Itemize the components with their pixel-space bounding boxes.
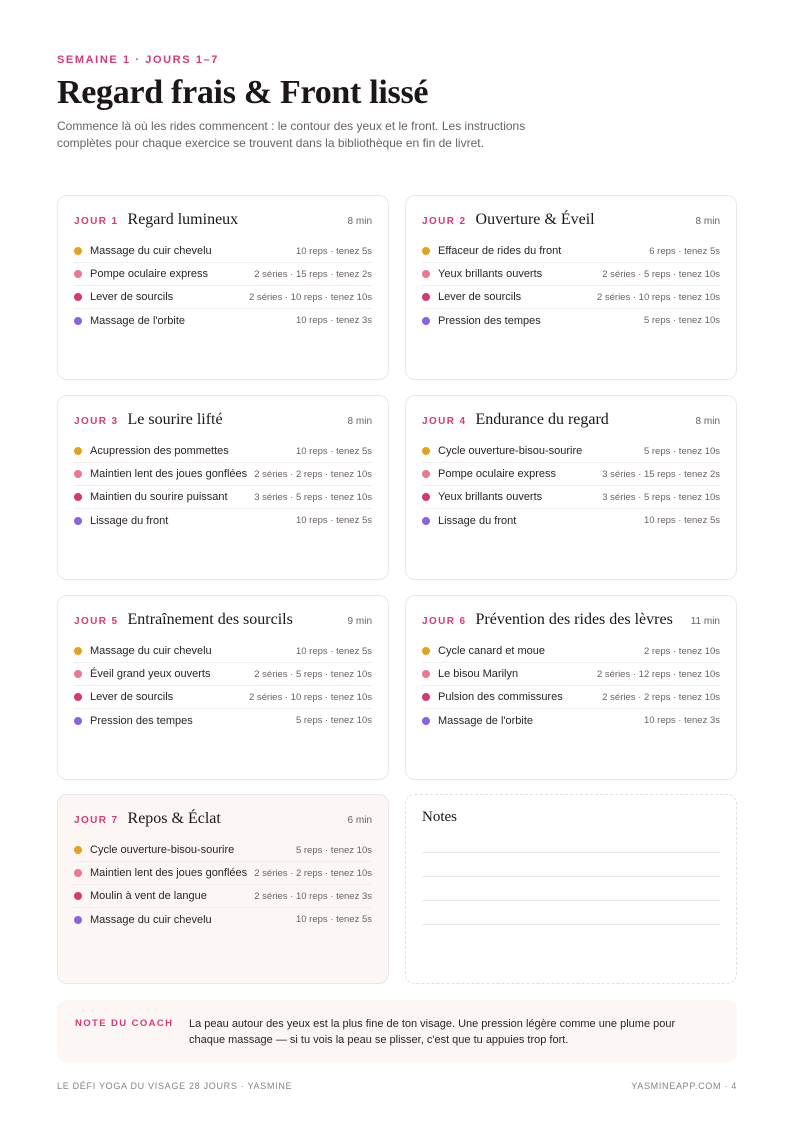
exercise-name: Massage du cuir chevelu xyxy=(90,245,212,257)
day-card-header xyxy=(74,211,372,233)
exercise-row xyxy=(422,486,720,509)
notes-line xyxy=(422,900,720,901)
exercise-dot-icon xyxy=(74,717,82,725)
exercise-meta: 2 séries · 10 reps · tenez 10s xyxy=(596,291,720,303)
day-card-header xyxy=(422,211,720,233)
day-title: Le sourire lifté xyxy=(127,411,223,428)
exercise-meta: 10 reps · tenez 5s xyxy=(295,445,372,457)
day-label: JOUR 3 xyxy=(74,416,119,427)
exercise-dot-icon xyxy=(74,846,82,854)
day-title: Regard lumineux xyxy=(127,211,239,228)
exercise-dot-icon xyxy=(422,247,430,255)
exercise-dot-icon xyxy=(74,270,82,278)
exercise-name: Éveil grand yeux ouverts xyxy=(90,668,211,680)
exercise-name: Cycle ouverture-bisou-sourire xyxy=(438,445,583,457)
exercise-name: Cycle canard et moue xyxy=(438,645,545,657)
exercise-list xyxy=(74,640,372,732)
exercise-row xyxy=(422,640,720,663)
exercise-name: Massage du cuir chevelu xyxy=(90,913,212,926)
exercise-name: Lissage du front xyxy=(90,514,169,527)
exercise-row xyxy=(74,862,372,885)
exercise-name: Moulin à vent de langue xyxy=(90,890,207,902)
day-card-header xyxy=(422,411,720,433)
day-title: Entraînement des sourcils xyxy=(127,611,293,628)
footer-site-page: YASMINEAPP.COM · 4 xyxy=(631,1081,737,1091)
exercise-name: Pompe oculaire express xyxy=(90,268,209,280)
day-label: JOUR 6 xyxy=(422,616,467,627)
exercise-meta: 10 reps · tenez 3s xyxy=(643,715,720,726)
exercise-row xyxy=(74,885,372,908)
exercise-dot-icon xyxy=(422,317,430,325)
coach-text: La peau autour des yeux est la plus fine de ton visage. Une pression légère comme une plume pour chaque massage — si tu vois la peau se plisser, c'est que tu appuies trop fort. xyxy=(189,1018,676,1046)
day-label: JOUR 4 xyxy=(422,416,467,427)
exercise-row xyxy=(74,486,372,509)
exercise-row xyxy=(74,709,372,732)
day-duration: 11 min xyxy=(690,616,720,627)
notes-line xyxy=(422,876,720,877)
exercise-meta: 5 reps · tenez 10s xyxy=(295,715,372,726)
exercise-name: Massage de l'orbite xyxy=(90,314,186,327)
intro-text: Commence là où les rides commencent : le contour des yeux et le front. Les instructions complètes pour chaque exercice se trouvent dans la bibliothèque en fin de livret. xyxy=(57,119,526,150)
exercise-dot-icon xyxy=(422,647,430,655)
exercise-dot-icon xyxy=(422,517,430,525)
exercise-meta: 10 reps · tenez 5s xyxy=(295,914,372,925)
exercise-meta: 6 reps · tenez 5s xyxy=(649,245,720,257)
exercise-name: Pompe oculaire express xyxy=(438,468,557,480)
page xyxy=(57,0,737,1124)
exercise-dot-icon xyxy=(422,447,430,455)
exercise-row xyxy=(422,463,720,486)
exercise-meta: 2 séries · 2 reps · tenez 10s xyxy=(254,468,372,480)
exercise-meta: 2 séries · 15 reps · tenez 2s xyxy=(254,268,372,280)
day-card-2 xyxy=(405,195,737,380)
day-label: JOUR 7 xyxy=(74,815,119,826)
day-card-4 xyxy=(405,395,737,580)
day-card-1 xyxy=(57,195,389,380)
exercise-meta: 5 reps · tenez 10s xyxy=(643,445,720,457)
day-duration: 8 min xyxy=(347,416,372,427)
day-title: Repos & Éclat xyxy=(127,810,221,827)
exercise-dot-icon xyxy=(422,470,430,478)
day-card-5 xyxy=(57,595,389,780)
day-duration: 8 min xyxy=(695,416,720,427)
exercise-meta: 2 séries · 2 reps · tenez 10s xyxy=(602,691,720,703)
day-card-6 xyxy=(405,595,737,780)
exercise-row xyxy=(74,440,372,463)
day-card-header xyxy=(422,611,720,633)
exercise-row xyxy=(74,509,372,532)
exercise-row xyxy=(422,709,720,732)
exercise-row xyxy=(74,240,372,263)
day-card-3 xyxy=(57,395,389,580)
exercise-name: Maintien du sourire puissant xyxy=(90,491,228,503)
exercise-name: Pression des tempes xyxy=(438,314,541,327)
exercise-name: Effaceur de rides du front xyxy=(438,245,562,257)
exercise-dot-icon xyxy=(422,693,430,701)
exercise-row xyxy=(422,509,720,532)
exercise-meta: 3 séries · 5 reps · tenez 10s xyxy=(254,491,372,503)
week-eyebrow: SEMAINE 1 · JOURS 1–7 xyxy=(57,54,219,66)
day-card-header xyxy=(74,810,372,832)
day-duration: 6 min xyxy=(347,815,372,826)
exercise-name: Pulsion des commissures xyxy=(438,691,563,703)
notes-title: Notes xyxy=(422,809,457,825)
exercise-dot-icon xyxy=(422,270,430,278)
exercise-dot-icon xyxy=(74,247,82,255)
exercise-name: Massage du cuir chevelu xyxy=(90,645,212,657)
exercise-row xyxy=(74,686,372,709)
exercise-list xyxy=(422,240,720,332)
exercise-meta: 2 séries · 5 reps · tenez 10s xyxy=(602,268,720,280)
coach-label: NOTE DU COACH xyxy=(75,1018,174,1029)
exercise-row xyxy=(74,463,372,486)
day-duration: 8 min xyxy=(347,216,372,227)
exercise-meta: 2 séries · 10 reps · tenez 10s xyxy=(248,291,372,303)
exercise-row xyxy=(422,240,720,263)
exercise-name: Massage de l'orbite xyxy=(438,714,534,727)
exercise-dot-icon xyxy=(74,647,82,655)
exercise-dot-icon xyxy=(422,293,430,301)
exercise-meta: 2 séries · 12 reps · tenez 10s xyxy=(596,668,720,680)
day-card-header xyxy=(74,611,372,633)
exercise-meta: 2 séries · 10 reps · tenez 3s xyxy=(254,890,372,902)
exercise-row xyxy=(74,309,372,332)
exercise-dot-icon xyxy=(74,493,82,501)
exercise-meta: 2 reps · tenez 10s xyxy=(643,645,720,657)
exercise-dot-icon xyxy=(74,869,82,877)
exercise-row xyxy=(74,839,372,862)
notes-box[interactable] xyxy=(405,794,737,984)
exercise-row xyxy=(422,263,720,286)
footer-title: LE DÉFI YOGA DU VISAGE 28 JOURS · YASMINE xyxy=(57,1081,293,1091)
exercise-list xyxy=(74,839,372,931)
exercise-name: Lever de sourcils xyxy=(438,291,522,303)
exercise-row xyxy=(74,663,372,686)
exercise-name: Lever de sourcils xyxy=(90,291,174,303)
exercise-dot-icon xyxy=(74,517,82,525)
exercise-name: Lever de sourcils xyxy=(90,691,174,703)
day-card-header xyxy=(74,411,372,433)
exercise-dot-icon xyxy=(74,693,82,701)
exercise-dot-icon xyxy=(74,447,82,455)
exercise-name: Le bisou Marilyn xyxy=(438,668,519,680)
exercise-meta: 10 reps · tenez 5s xyxy=(295,245,372,257)
exercise-row xyxy=(422,286,720,309)
exercise-name: Maintien lent des joues gonflées xyxy=(90,468,248,480)
exercise-list xyxy=(74,440,372,532)
exercise-row xyxy=(74,286,372,309)
day-duration: 8 min xyxy=(695,216,720,227)
page-title: Regard frais & Front lissé xyxy=(57,74,429,111)
exercise-meta: 10 reps · tenez 5s xyxy=(295,515,372,526)
exercise-list xyxy=(422,640,720,732)
exercise-dot-icon xyxy=(74,470,82,478)
exercise-meta: 5 reps · tenez 10s xyxy=(295,844,372,856)
exercise-row xyxy=(74,640,372,663)
exercise-row xyxy=(422,663,720,686)
day-label: JOUR 2 xyxy=(422,216,467,227)
exercise-dot-icon xyxy=(74,892,82,900)
exercise-row xyxy=(74,908,372,931)
exercise-name: Cycle ouverture-bisou-sourire xyxy=(90,844,235,856)
exercise-meta: 2 séries · 2 reps · tenez 10s xyxy=(254,867,372,879)
exercise-row xyxy=(422,309,720,332)
day-duration: 9 min xyxy=(347,616,372,627)
exercise-name: Lissage du front xyxy=(438,514,517,527)
notes-line xyxy=(422,924,720,925)
exercise-dot-icon xyxy=(422,493,430,501)
day-title: Ouverture & Éveil xyxy=(475,211,595,228)
exercise-meta: 10 reps · tenez 5s xyxy=(643,515,720,526)
exercise-meta: 10 reps · tenez 3s xyxy=(295,315,372,326)
exercise-name: Yeux brillants ouverts xyxy=(438,268,543,280)
exercise-list xyxy=(74,240,372,332)
exercise-meta: 3 séries · 15 reps · tenez 2s xyxy=(602,468,720,480)
exercise-dot-icon xyxy=(422,670,430,678)
notes-line xyxy=(422,852,720,853)
day-title: Prévention des rides des lèvres xyxy=(475,611,673,628)
exercise-dot-icon xyxy=(74,916,82,924)
exercise-list xyxy=(422,440,720,532)
exercise-meta: 2 séries · 10 reps · tenez 10s xyxy=(248,691,372,703)
exercise-meta: 10 reps · tenez 5s xyxy=(295,645,372,657)
day-card-7 xyxy=(57,794,389,984)
day-label: JOUR 1 xyxy=(74,216,119,227)
exercise-row xyxy=(422,440,720,463)
exercise-meta: 2 séries · 5 reps · tenez 10s xyxy=(254,668,372,680)
day-label: JOUR 5 xyxy=(74,616,119,627)
exercise-name: Acupression des pommettes xyxy=(90,445,229,457)
exercise-name: Yeux brillants ouverts xyxy=(438,491,543,503)
exercise-row xyxy=(74,263,372,286)
exercise-name: Pression des tempes xyxy=(90,714,193,727)
exercise-dot-icon xyxy=(74,293,82,301)
exercise-meta: 5 reps · tenez 10s xyxy=(643,315,720,326)
exercise-name: Maintien lent des joues gonflées xyxy=(90,867,248,879)
exercise-dot-icon xyxy=(74,670,82,678)
coach-note xyxy=(57,1000,737,1062)
exercise-dot-icon xyxy=(422,717,430,725)
exercise-dot-icon xyxy=(74,317,82,325)
day-title: Endurance du regard xyxy=(475,411,609,428)
exercise-row xyxy=(422,686,720,709)
exercise-meta: 3 séries · 5 reps · tenez 10s xyxy=(602,491,720,503)
